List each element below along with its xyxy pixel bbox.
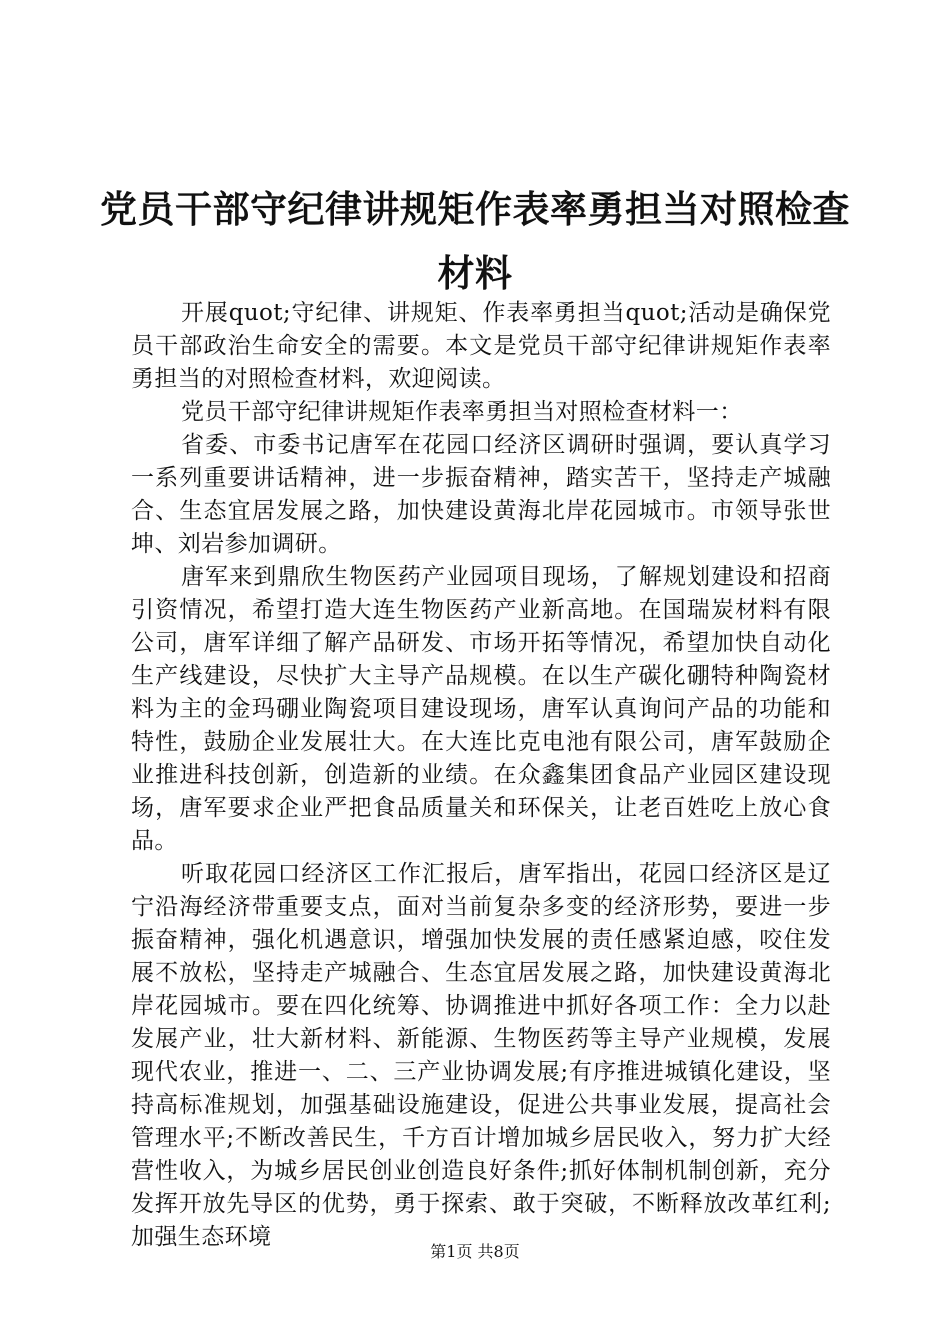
- paragraph-intro: 开展quot;守纪律、讲规矩、作表率勇担当quot;活动是确保党员干部政治生命安全的需要。本文是党员干部守纪律讲规矩作表率勇担当的对照检查材料，欢迎阅读。: [131, 300, 831, 392]
- paragraph-body: 听取花园口经济区工作汇报后，唐军指出，花园口经济区是辽宁沿海经济带重要支点，面对当前复杂多变的经济形势，要进一步振奋精神，强化机遇意识，增强加快发展的责任感紧迫感，咬住发展不放松，坚持走产城融合、生态宜居发展之路，加快建设黄海北岸花园城市。要在四化统筹、协调推进中抓好各项工作：全力以赴发展产业，壮大新材料、新能源、生物医药等主导产业规模，发展现代农业，推进一、二、三产业协调发展;有序推进城镇化建设，坚持高标准规划，加强基础设施建设，促进公共事业发展，提高社会管理水平;不断改善民生，千方百计增加城乡居民收入，努力扩大经营性收入，为城乡居民创业创造良好条件;抓好体制机制创新，充分发挥开放先导区的优势，勇于探索、敢于突破，不断释放改革红利;加强生态环境: [131, 861, 831, 1250]
- paragraph-heading-one: 党员干部守纪律讲规矩作表率勇担当对照检查材料一：: [181, 399, 743, 425]
- paragraph-body: 省委、市委书记唐军在花园口经济区调研时强调，要认真学习一系列重要讲话精神，进一步振奋精神，踏实苦干，坚持走产城融合、生态宜居发展之路，加快建设黄海北岸花园城市。市领导张世坤、刘岩参加调研。: [131, 432, 831, 557]
- page-number-footer: 第1页 共8页: [430, 1242, 520, 1261]
- document-title: 党员干部守纪律讲规矩作表率勇担当对照检查材料: [100, 188, 850, 295]
- document-body: [131, 297, 831, 1254]
- paragraph-body: 唐军来到鼎欣生物医药产业园项目现场，了解规划建设和招商引资情况，希望打造大连生物医药产业新高地。在国瑞炭材料有限公司，唐军详细了解产品研发、市场开拓等情况，希望加快自动化生产线建设，尽快扩大主导产品规模。在以生产碳化硼特种陶瓷材料为主的金玛硼业陶瓷项目建设现场，唐军认真询问产品的功能和特性，鼓励企业发展壮大。在大连比克电池有限公司，唐军鼓励企业推进科技创新，创造新的业绩。在众鑫集团食品产业园区建设现场，唐军要求企业严把食品质量关和环保关，让老百姓吃上放心食品。: [131, 564, 831, 854]
